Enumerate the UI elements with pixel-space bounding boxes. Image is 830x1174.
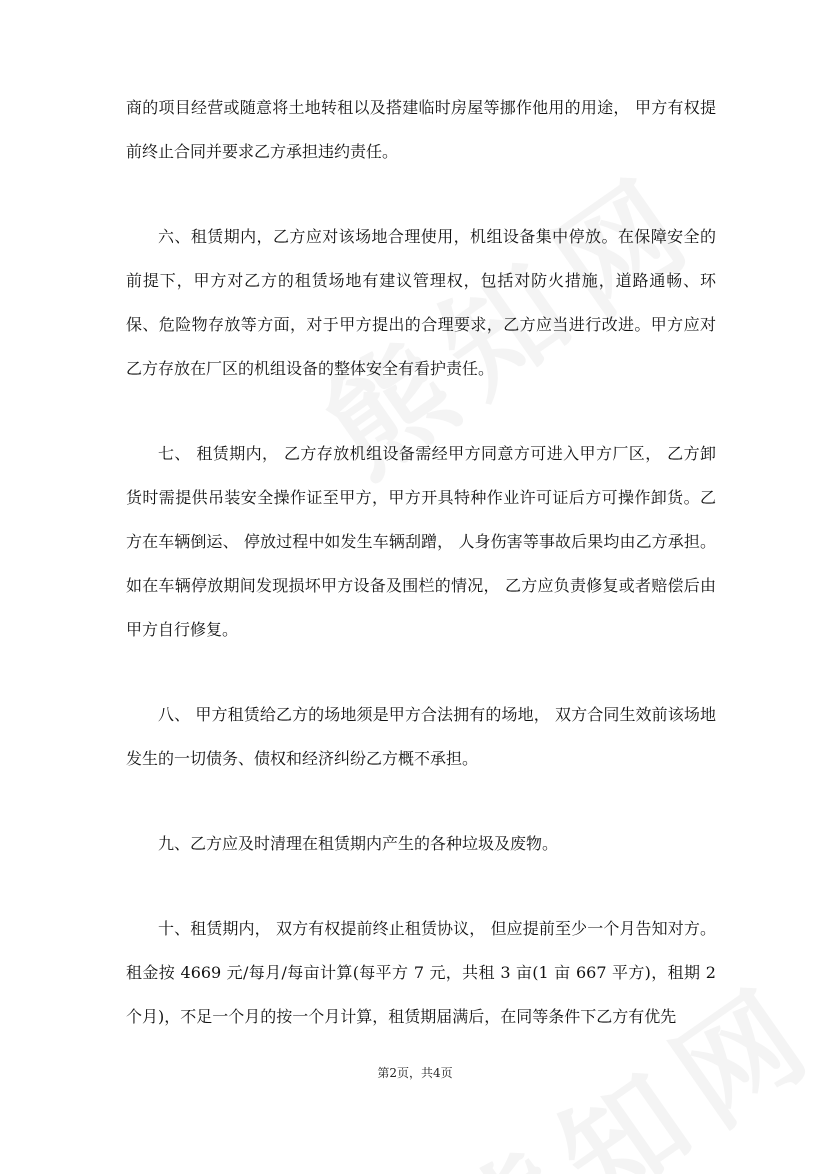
paragraph-clause-8: 八、 甲方租赁给乙方的场地须是甲方合法拥有的场地， 双方合同生效前该场地发生的一切债务、债权和经济纠纷乙方概不承担。 xyxy=(126,705,716,768)
paragraph-clause-9: 九、乙方应及时清理在租赁期内产生的各种垃圾及废物。 xyxy=(158,834,559,853)
page-number: 第2页，共4页 xyxy=(377,1066,453,1080)
paragraph-clause-10: 十、租赁期内， 双方有权提前终止租赁协议， 但应提前至少一个月告知对方。租金按 4669 元/每月/每亩计算(每平方 7 元，共租 3 亩(1 亩 667 平方)，租期 2 个月)，不足一个月的按一个月计算，租赁期届满后，在同等条件下乙方有优先 xyxy=(126,919,716,1026)
paragraph-clause-7: 七、 租赁期内， 乙方存放机组设备需经甲方同意方可进入甲方厂区， 乙方卸货时需提供吊装安全操作证至甲方，甲方开具特种作业许可证后方可操作卸货。乙方在车辆倒运、 停放过程中如发生车辆刮蹭， 人身伤害等事故后果均由乙方承担。如在车辆停放期间发现损坏甲方设备及围栏的情况， 乙方应负责修复或者赔偿后由甲方自行修复。 xyxy=(126,444,716,639)
paragraph-clause-6: 六、租赁期内，乙方应对该场地合理使用，机组设备集中停放。在保障安全的前提下，甲方对乙方的租赁场地有建议管理权，包括对防火措施，道路通畅、环保、危险物存放等方面，对于甲方提出的合理要求，乙方应当进行改进。甲方应对乙方存放在厂区的机组设备的整体安全有看护责任。 xyxy=(126,227,716,378)
document-body xyxy=(126,86,716,1039)
paragraph-continuation: 商的项目经营或随意将土地转租以及搭建临时房屋等挪作他用的用途， 甲方有权提前终止合同并要求乙方承担违约责任。 xyxy=(126,98,716,161)
